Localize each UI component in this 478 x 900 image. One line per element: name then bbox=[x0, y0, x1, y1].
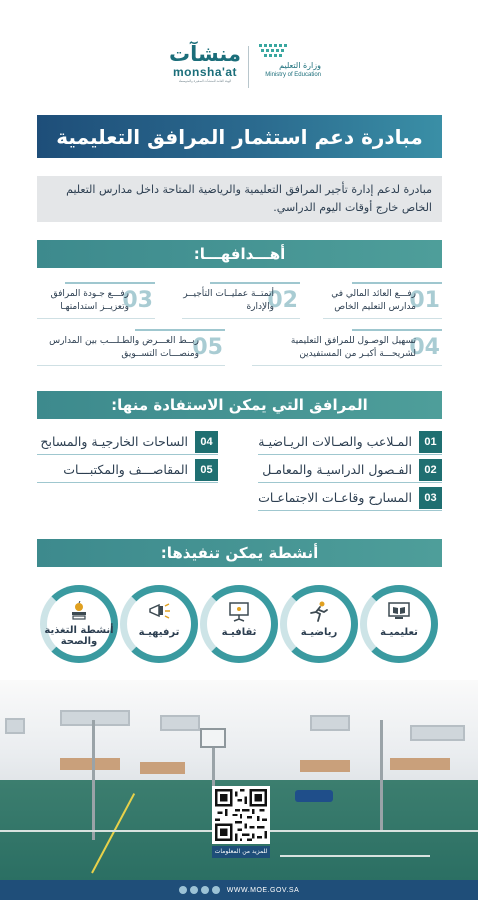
facility-underline bbox=[37, 454, 218, 455]
gym-window bbox=[60, 710, 130, 726]
facility-underline bbox=[258, 510, 442, 511]
monshaat-logo-subtitle: الهيئة العامة للمنشآت الصغيرة والمتوسطة bbox=[178, 79, 232, 83]
goal-text: رفـــع العائد المالي في مدارس التعليم الخاص bbox=[331, 289, 416, 312]
title-banner bbox=[37, 115, 442, 158]
gym-pole bbox=[212, 748, 215, 788]
megaphone-icon bbox=[147, 601, 171, 621]
gym-wall bbox=[0, 680, 478, 790]
social-icon bbox=[190, 886, 198, 894]
facilities-heading: المرافق التي يمكن الاستفادة منها: bbox=[111, 396, 368, 414]
qr-code[interactable] bbox=[212, 786, 270, 844]
goal-number: 04 bbox=[409, 335, 440, 360]
court-line bbox=[280, 855, 430, 857]
goal-rule bbox=[210, 282, 300, 284]
page-title: مبادرة دعم استثمار المرافق التعليمية bbox=[56, 124, 423, 149]
facility-number: 05 bbox=[195, 459, 218, 481]
goal-underline bbox=[323, 318, 442, 319]
footer-url[interactable]: WWW.MOE.GOV.SA bbox=[226, 886, 300, 894]
monshaat-logo-arabic: منشآت bbox=[169, 42, 241, 66]
monshaat-logo bbox=[166, 42, 244, 92]
activity-ring bbox=[40, 585, 118, 663]
social-icon bbox=[212, 886, 220, 894]
gym-window bbox=[310, 715, 350, 731]
monshaat-logo-english: monsha'at bbox=[172, 65, 238, 79]
social-icon bbox=[201, 886, 209, 894]
goal-rule bbox=[65, 282, 155, 284]
presentation-icon bbox=[227, 601, 251, 623]
goal-text: رفـــع جـودة المرافق وتعزيــز استدامتهـا bbox=[50, 289, 129, 312]
goal-rule bbox=[352, 282, 442, 284]
activity-entertainment bbox=[120, 585, 198, 663]
moe-logo bbox=[253, 42, 321, 92]
goal-rule bbox=[135, 329, 225, 331]
gym-window bbox=[160, 715, 200, 731]
activity-sports bbox=[280, 585, 358, 663]
gym-window bbox=[5, 718, 25, 734]
book-screen-icon bbox=[387, 601, 411, 621]
goal-number: 03 bbox=[122, 288, 153, 313]
runner-icon bbox=[307, 601, 331, 623]
facility-number: 04 bbox=[195, 431, 218, 453]
goal-underline bbox=[252, 365, 442, 366]
qr-code-icon bbox=[215, 789, 267, 841]
activity-label: رياضيـة bbox=[300, 627, 338, 638]
facility-text: الساحات الخارجيـة والمسابح bbox=[40, 434, 188, 449]
gym-window bbox=[410, 725, 465, 741]
goal-number: 02 bbox=[267, 288, 298, 313]
activities-heading-bar bbox=[37, 539, 442, 567]
logo-divider bbox=[248, 46, 249, 88]
qr-label: للمزيد من المعلومات bbox=[212, 846, 270, 858]
facility-number: 02 bbox=[419, 459, 442, 481]
gym-wall-panel bbox=[300, 760, 350, 772]
gym-pole bbox=[380, 720, 383, 830]
facility-text: المقاصـــف والمكتبـــات bbox=[63, 462, 188, 477]
goal-item-03 bbox=[37, 285, 155, 317]
activity-ring bbox=[120, 585, 198, 663]
facility-text: المسارح وقاعـات الاجتماعـات bbox=[258, 490, 412, 505]
activity-nutrition-health bbox=[40, 585, 118, 663]
activity-ring bbox=[280, 585, 358, 663]
footer-bar bbox=[0, 880, 478, 900]
activity-label: ثقافيـة bbox=[221, 627, 257, 638]
facilities-heading-bar bbox=[37, 391, 442, 419]
facility-item-04 bbox=[37, 431, 218, 453]
activities-heading: أنشطة يمكن تنفيذها: bbox=[160, 544, 319, 562]
facility-number: 03 bbox=[419, 487, 442, 509]
activity-educational bbox=[360, 585, 438, 663]
gym-wall-panel bbox=[140, 762, 185, 774]
goal-underline bbox=[182, 318, 300, 319]
gym-backboard bbox=[200, 728, 226, 748]
facility-item-01 bbox=[258, 431, 442, 453]
gym-pole bbox=[92, 720, 95, 840]
facility-item-05 bbox=[37, 459, 218, 481]
facility-underline bbox=[37, 482, 218, 483]
moe-emblem-icon bbox=[257, 42, 317, 60]
facility-underline bbox=[258, 454, 442, 455]
gym-mat bbox=[295, 790, 333, 802]
goal-underline bbox=[37, 318, 155, 319]
activity-label: تعليميـة bbox=[380, 627, 418, 638]
facility-text: المـلاعب والصـالات الريـاضيـة bbox=[258, 434, 412, 449]
goals-heading-bar bbox=[37, 240, 442, 268]
gym-wall-panel bbox=[390, 758, 450, 770]
facility-text: الفـصول الدراسيـة والمعامـل bbox=[262, 462, 412, 477]
facility-number: 01 bbox=[419, 431, 442, 453]
activity-label: أنشطة التغذية والصحة bbox=[44, 625, 114, 647]
goal-number: 05 bbox=[192, 335, 223, 360]
activity-label: ترفيهيـة bbox=[138, 627, 180, 638]
goal-item-05 bbox=[37, 332, 225, 364]
goal-rule bbox=[352, 329, 442, 331]
goals-heading: أهـــدافهـــا: bbox=[193, 245, 286, 263]
apple-books-icon bbox=[67, 601, 91, 623]
goal-item-01 bbox=[323, 285, 442, 317]
goal-item-04 bbox=[252, 332, 442, 364]
goal-text: أتمتــة عمليــات التأجيــر والإدارة bbox=[183, 289, 274, 312]
header-logos bbox=[0, 38, 478, 98]
goal-underline bbox=[37, 365, 225, 366]
intro-text: مبادرة لدعم إدارة تأجير المرافق التعليمية والرياضية المتاحة داخل مدارس التعليم الخاص خارج أوقات اليوم الدراسي. bbox=[37, 176, 442, 222]
facility-underline bbox=[258, 482, 442, 483]
facility-item-02 bbox=[258, 459, 442, 481]
goal-text: تسهيل الوصـول للمرافق التعليمية لشريحـــة أكبـر من المستفيدين bbox=[290, 336, 416, 359]
goal-item-02 bbox=[182, 285, 300, 317]
activity-cultural bbox=[200, 585, 278, 663]
activity-ring bbox=[360, 585, 438, 663]
goal-text: ربــط العـــرض والطـلـــب بين المدارس ومنصـــات التســويق bbox=[49, 336, 199, 359]
facility-item-03 bbox=[258, 487, 442, 509]
activity-ring bbox=[200, 585, 278, 663]
gym-wall-panel bbox=[60, 758, 120, 770]
moe-logo-arabic: وزارة التعليم bbox=[279, 61, 321, 70]
moe-logo-english: Ministry of Education bbox=[265, 72, 321, 78]
goal-number: 01 bbox=[409, 288, 440, 313]
social-icon bbox=[179, 886, 187, 894]
